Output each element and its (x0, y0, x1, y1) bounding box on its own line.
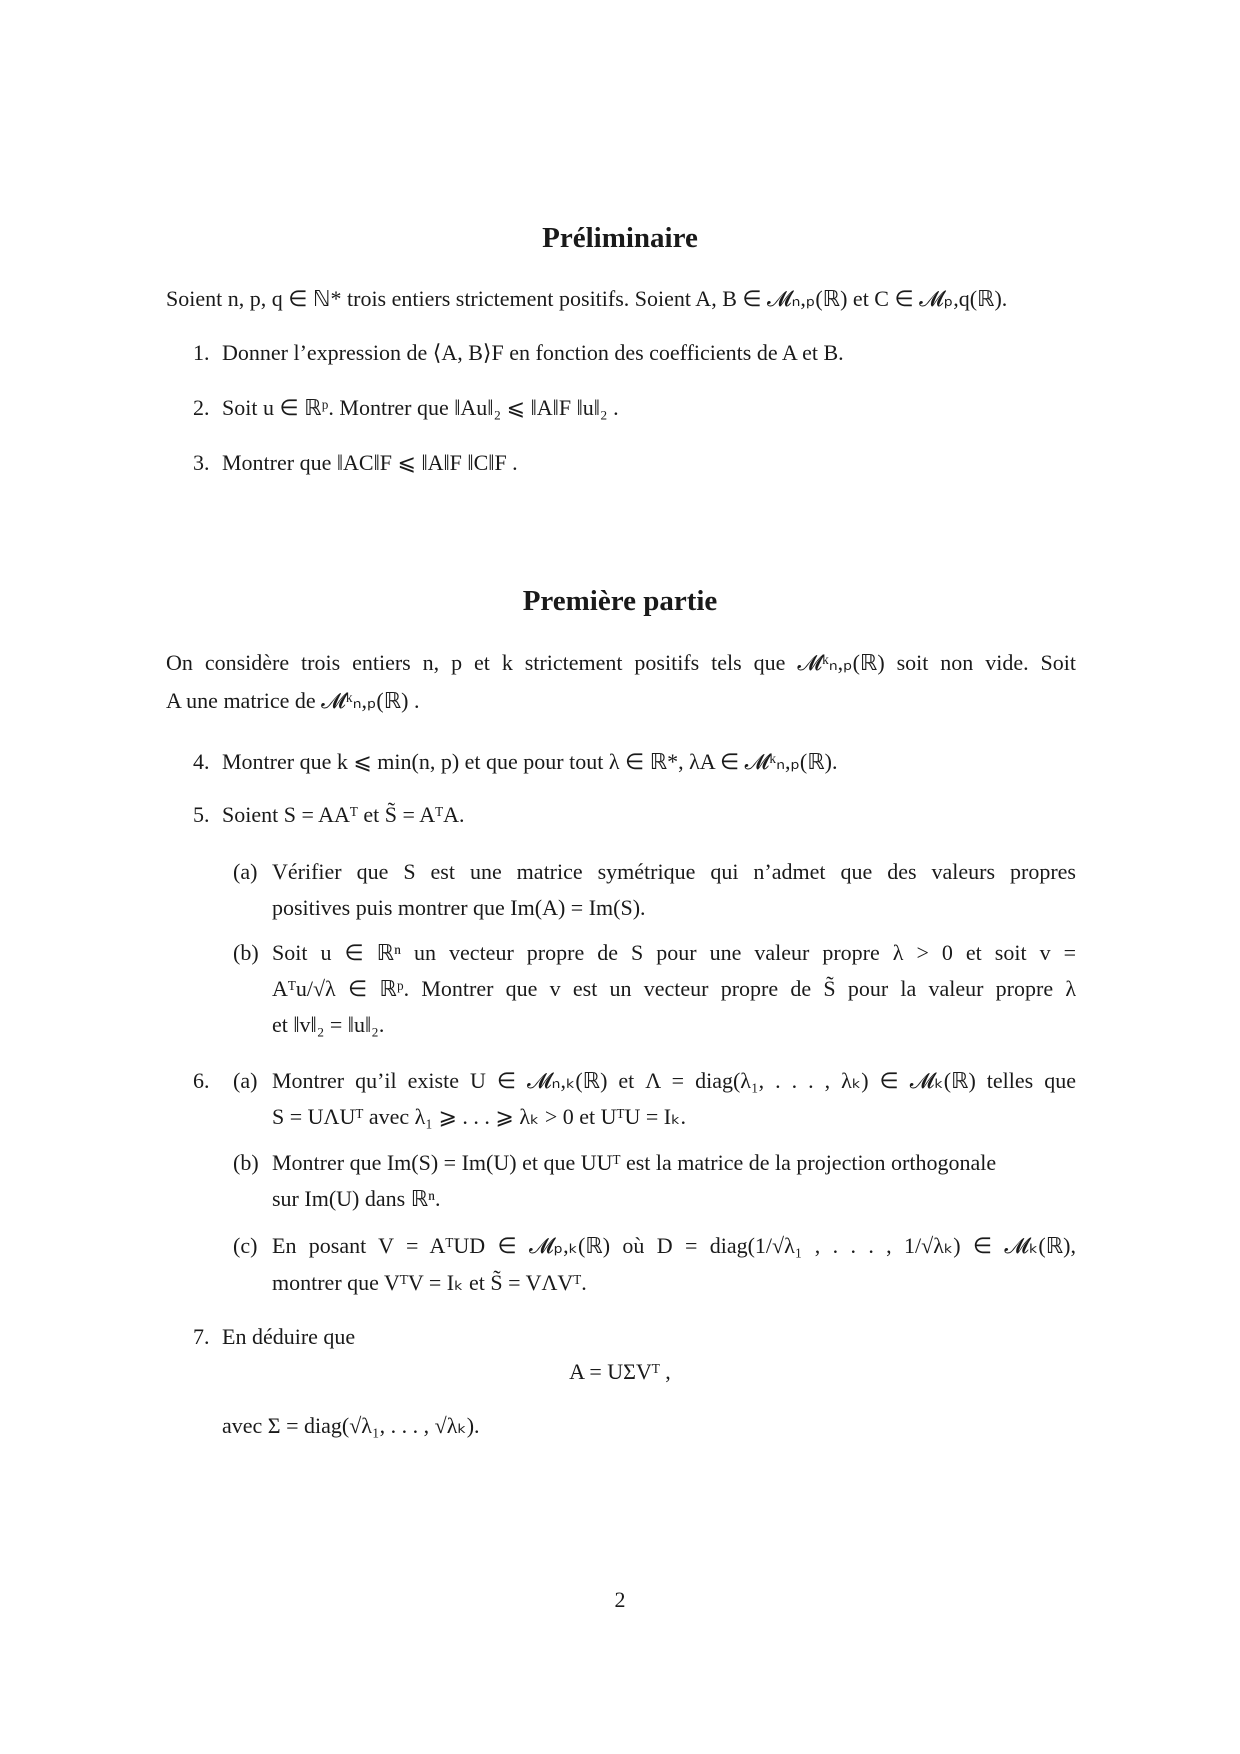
item-6b-line1: Montrer que Im(S) = Im(U) et que UUᵀ est la matrice de la projection orthogonale (272, 1150, 997, 1175)
item-4-text: Montrer que k ⩽ min(n, p) et que pour tout λ ∈ ℝ*, λA ∈ 𝓜ᵏₙ,ₚ(ℝ). (222, 749, 838, 774)
intro-premiere-line1: On considère trois entiers n, p et k strictement positifs tels que 𝓜ᵏₙ,ₚ(ℝ) soit non vide. Soit (166, 650, 1076, 675)
item-number: 6. (193, 1068, 210, 1093)
subitem-label: (b) (233, 1150, 259, 1175)
item-5b-line3: et ‖v‖₂ = ‖u‖₂. (272, 1012, 385, 1037)
section-title-preliminaire: Préliminaire (542, 222, 698, 254)
item-3-text: Montrer que ‖AC‖F ⩽ ‖A‖F ‖C‖F . (222, 450, 518, 475)
item-6c-line1: En posant V = AᵀUD ∈ 𝓜ₚ,ₖ(ℝ) où D = diag(1/√λ₁ , . . . , 1/√λₖ) ∈ 𝓜ₖ(ℝ), (272, 1233, 1076, 1258)
item-7-text: En déduire que (222, 1324, 356, 1349)
item-5a-line1: Vérifier que S est une matrice symétrique qui n’admet que des valeurs propres (272, 859, 1076, 884)
item-6b-line2: sur Im(U) dans ℝⁿ. (272, 1186, 441, 1211)
item-number: 1. (193, 340, 210, 365)
item-2-text: Soit u ∈ ℝᵖ. Montrer que ‖Au‖₂ ⩽ ‖A‖F ‖u‖₂ . (222, 395, 619, 420)
subitem-label: (a) (233, 859, 258, 884)
section-title-premiere-partie: Première partie (522, 585, 718, 617)
subitem-label: (a) (233, 1068, 258, 1093)
item-5b-line1: Soit u ∈ ℝⁿ un vecteur propre de S pour une valeur propre λ > 0 et soit v = (272, 940, 1076, 965)
item-number: 3. (193, 450, 210, 475)
page-number: 2 (614, 1587, 626, 1612)
item-number: 7. (193, 1324, 210, 1349)
subitem-label: (c) (233, 1233, 258, 1258)
item-number: 4. (193, 749, 210, 774)
display-formula: A = UΣVᵀ , (569, 1359, 671, 1384)
item-6a-line1: Montrer qu’il existe U ∈ 𝓜ₙ,ₖ(ℝ) et Λ = diag(λ₁, . . . , λₖ) ∈ 𝓜ₖ(ℝ) telles que (272, 1068, 1076, 1093)
item-number: 5. (193, 802, 210, 827)
intro-premiere-line2: A une matrice de 𝓜ᵏₙ,ₚ(ℝ) . (166, 688, 420, 713)
item-6c-line2: montrer que VᵀV = Iₖ et S̃ = VΛVᵀ. (272, 1270, 587, 1295)
item-5a-line2: positives puis montrer que Im(A) = Im(S). (272, 895, 646, 920)
item-number: 2. (193, 395, 210, 420)
subitem-label: (b) (233, 940, 259, 965)
intro-preliminaire: Soient n, p, q ∈ ℕ* trois entiers strictement positifs. Soient A, B ∈ 𝓜ₙ,ₚ(ℝ) et C ∈ 𝓜ₚ,q(ℝ). (166, 286, 1008, 311)
after-formula-text: avec Σ = diag(√λ₁, . . . , √λₖ). (222, 1413, 480, 1438)
item-6a-line2: S = UΛUᵀ avec λ₁ ⩾ . . . ⩾ λₖ > 0 et UᵀU = Iₖ. (272, 1104, 687, 1129)
item-5b-line2: Aᵀu/√λ ∈ ℝᵖ. Montrer que v est un vecteur propre de S̃ pour la valeur propre λ (272, 976, 1076, 1001)
item-1-text: Donner l’expression de ⟨A, B⟩F en fonction des coefficients de A et B. (222, 340, 844, 365)
item-5-text: Soient S = AAᵀ et S̃ = AᵀA. (222, 802, 465, 827)
